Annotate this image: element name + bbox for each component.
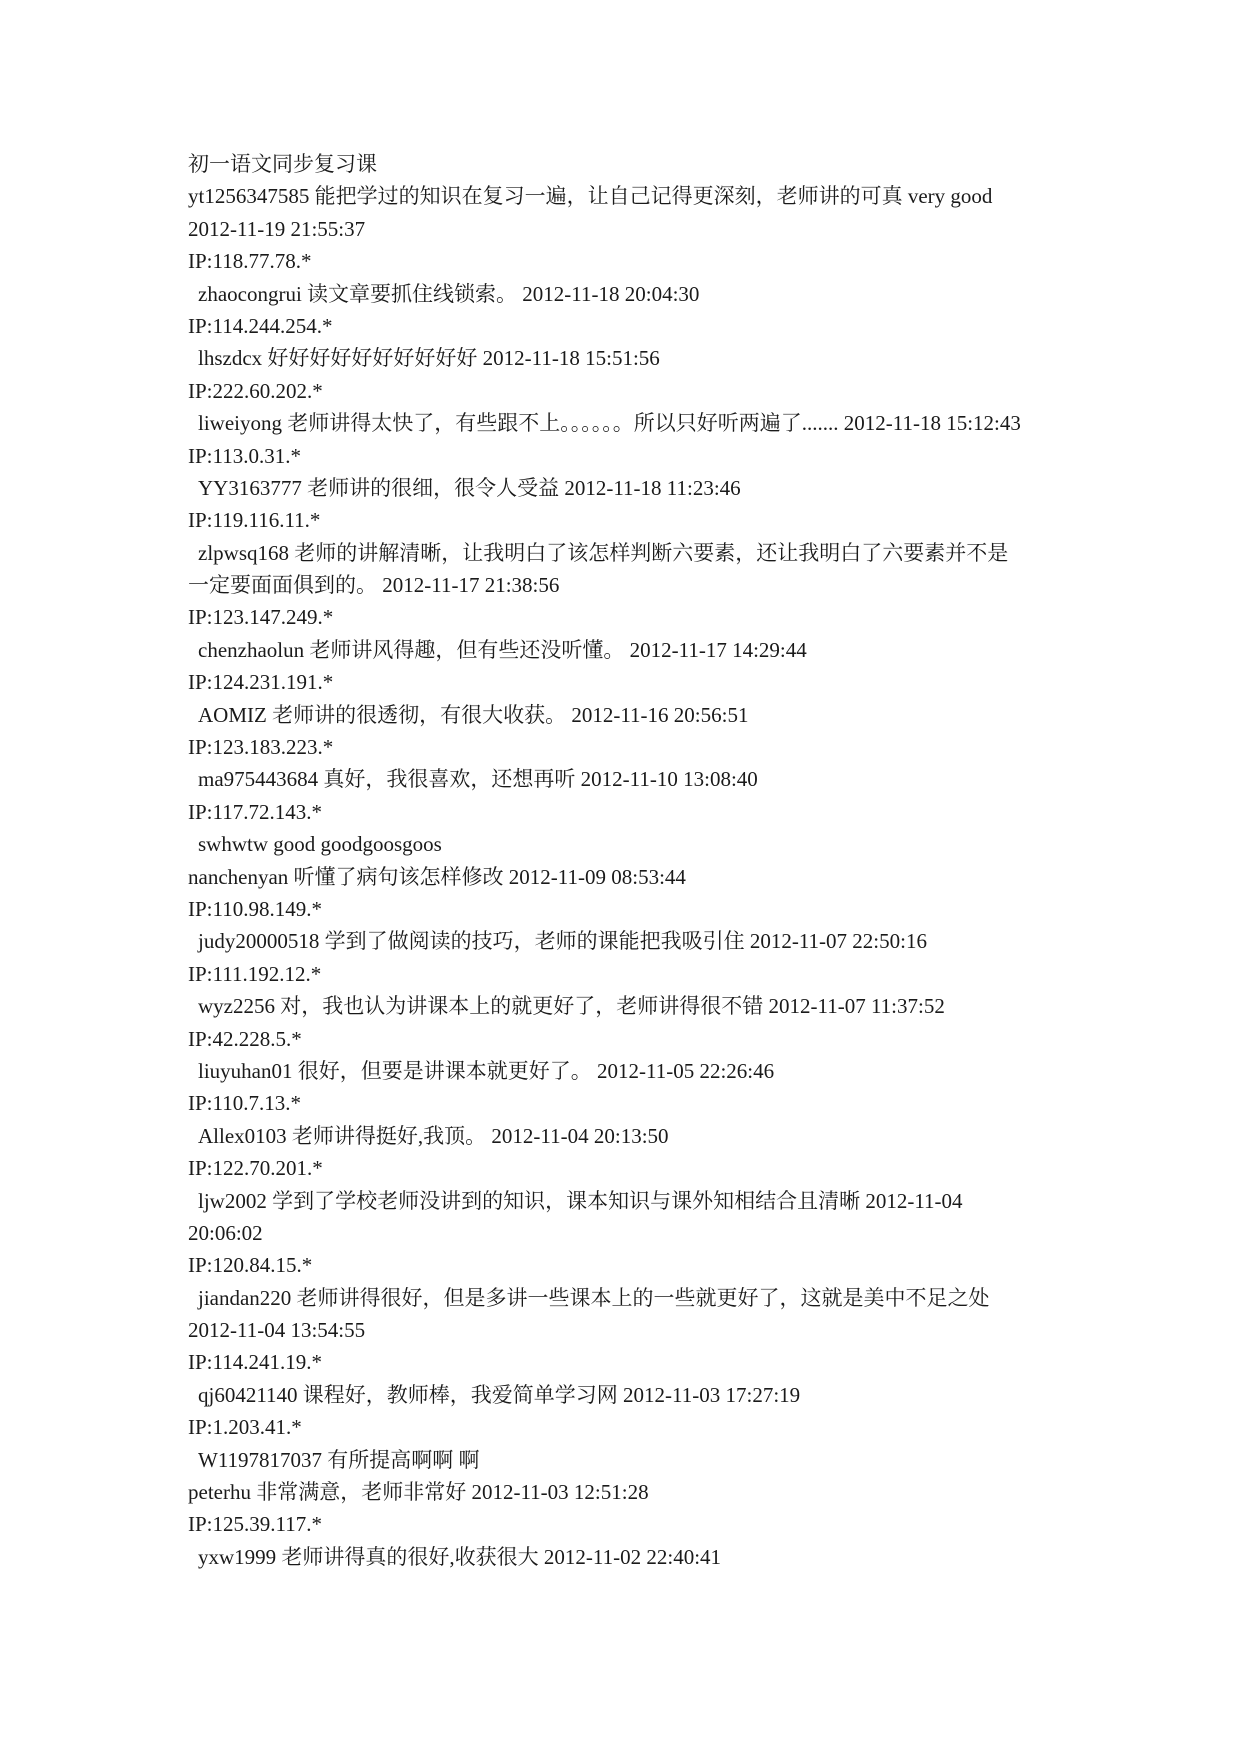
comment-line: yxw1999 老师讲得真的很好,收获很大 2012-11-02 22:40:41	[198, 1544, 722, 1569]
ip-line: IP:42.228.5.*	[188, 1026, 302, 1051]
ip-line: IP:222.60.202.*	[188, 378, 323, 403]
text-line: 20:06:02	[188, 1220, 263, 1245]
comment-line: lhszdcx 好好好好好好好好好好 2012-11-18 15:51:56	[198, 346, 660, 371]
text-line: yt1256347585 能把学过的知识在复习一遍，让自己记得更深刻，老师讲的可真 very good	[188, 184, 993, 209]
text-line: 2012-11-04 13:54:55	[188, 1318, 366, 1343]
comment-line: qj60421140 课程好，教师棒，我爱简单学习网 2012-11-03 17:27:19	[198, 1382, 801, 1407]
comment-line: zhaocongrui 读文章要抓住线锁索。 2012-11-18 20:04:30	[198, 281, 700, 306]
comment-line: swhwtw good goodgoosgoos	[198, 832, 442, 857]
ip-line: IP:110.98.149.*	[188, 896, 322, 921]
comment-line: liuyuhan01 很好，但要是讲课本就更好了。 2012-11-05 22:26:46	[198, 1058, 775, 1083]
comment-line: liweiyong 老师讲得太快了，有些跟不上。。。。。。所以只好听两遍了....... 2012-11-18 15:12:43	[198, 411, 1021, 436]
comment-line: ljw2002 学到了学校老师没讲到的知识，课本知识与课外知相结合且清晰 2012-11-04	[198, 1188, 963, 1213]
text-line: 一定要面面俱到的。 2012-11-17 21:38:56	[188, 573, 560, 598]
document-body	[188, 148, 1068, 1573]
text-line: peterhu 非常满意，老师非常好 2012-11-03 12:51:28	[188, 1480, 649, 1505]
ip-line: IP:117.72.143.*	[188, 799, 322, 824]
ip-line: IP:1.203.41.*	[188, 1415, 302, 1440]
ip-line: IP:111.192.12.*	[188, 961, 322, 986]
comment-list	[188, 180, 1068, 1573]
ip-line: IP:122.70.201.*	[188, 1156, 323, 1181]
text-line: nanchenyan 听懂了病句该怎样修改 2012-11-09 08:53:44	[188, 864, 686, 889]
ip-line: IP:118.77.78.*	[188, 249, 312, 274]
comment-line: zlpwsq168 老师的讲解清晰，让我明白了该怎样判断六要素，还让我明白了六要素并不是	[198, 540, 1009, 565]
ip-line: IP:113.0.31.*	[188, 443, 301, 468]
comment-line: W1197817037 有所提高啊啊 啊	[198, 1447, 480, 1472]
ip-line: IP:114.241.19.*	[188, 1350, 322, 1375]
ip-line: IP:119.116.11.*	[188, 508, 321, 533]
comment-line: AOMIZ 老师讲的很透彻，有很大收获。 2012-11-16 20:56:51	[198, 702, 749, 727]
comment-line: ma975443684 真好，我很喜欢，还想再听 2012-11-10 13:08:40	[198, 767, 758, 792]
comment-line: judy20000518 学到了做阅读的技巧，老师的课能把我吸引住 2012-11-07 22:50:16	[198, 929, 927, 954]
comment-line: Allex0103 老师讲得挺好,我顶。 2012-11-04 20:13:50	[198, 1123, 669, 1148]
ip-line: IP:114.244.254.*	[188, 313, 333, 338]
ip-line: IP:124.231.191.*	[188, 670, 334, 695]
comment-line: wyz2256 对，我也认为讲课本上的就更好了，老师讲得很不错 2012-11-07 11:37:52	[198, 994, 945, 1019]
ip-line: IP:120.84.15.*	[188, 1253, 313, 1278]
ip-line: IP:125.39.117.*	[188, 1512, 322, 1537]
comment-line: chenzhaolun 老师讲风得趣，但有些还没听懂。 2012-11-17 14:29:44	[198, 637, 807, 662]
document-title: 初一语文同步复习课	[188, 152, 377, 176]
comment-line: jiandan220 老师讲得很好，但是多讲一些课本上的一些就更好了，这就是美中不足之处	[198, 1285, 990, 1310]
ip-line: IP:123.183.223.*	[188, 735, 334, 760]
comment-line: YY3163777 老师讲的很细，很令人受益 2012-11-18 11:23:46	[198, 475, 741, 500]
ip-line: IP:123.147.249.*	[188, 605, 334, 630]
text-line: 2012-11-19 21:55:37	[188, 216, 366, 241]
ip-line: IP:110.7.13.*	[188, 1091, 301, 1116]
